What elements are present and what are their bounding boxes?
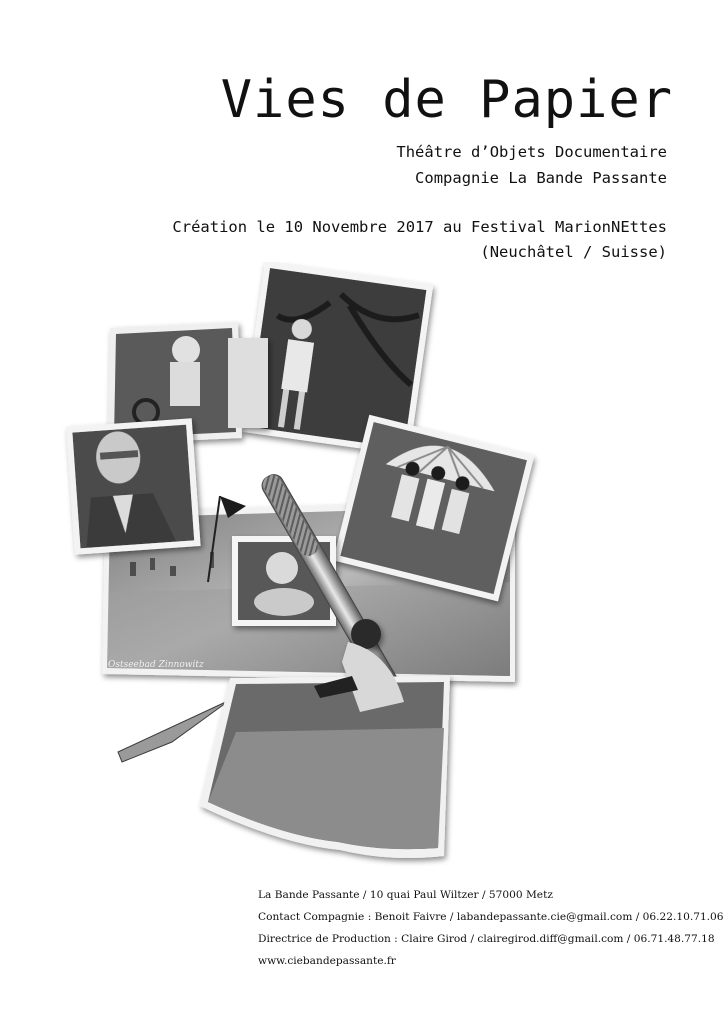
footer-contact: Contact Compagnie : Benoit Faivre / labandepassante.cie@gmail.com / 06.22.10.71.06 bbox=[258, 911, 724, 923]
postcard-caption: Ostseebad Zinnowitz bbox=[108, 660, 204, 670]
footer-address: La Bande Passante / 10 quai Paul Wiltzer / 57000 Metz bbox=[258, 889, 553, 901]
poster-subtitle-company: Compagnie La Bande Passante bbox=[415, 169, 667, 187]
photo-collage bbox=[60, 262, 550, 872]
poster-title: Vies de Papier bbox=[220, 70, 673, 130]
photo-officer-portrait bbox=[66, 418, 201, 554]
poster-subtitle-genre: Théâtre d’Objets Documentaire bbox=[396, 143, 667, 161]
footer-contact-block bbox=[258, 884, 724, 972]
footer-website[interactable]: www.ciebandepassante.fr bbox=[258, 955, 396, 967]
premiere-location: (Neuchâtel / Suisse) bbox=[480, 243, 667, 261]
collage-artwork bbox=[60, 262, 550, 872]
premiere-line: Création le 10 Novembre 2017 au Festival MarionNEttes bbox=[172, 218, 667, 236]
footer-production: Directrice de Production : Claire Girod / clairegirod.diff@gmail.com / 06.71.48.77.18 bbox=[258, 933, 715, 945]
